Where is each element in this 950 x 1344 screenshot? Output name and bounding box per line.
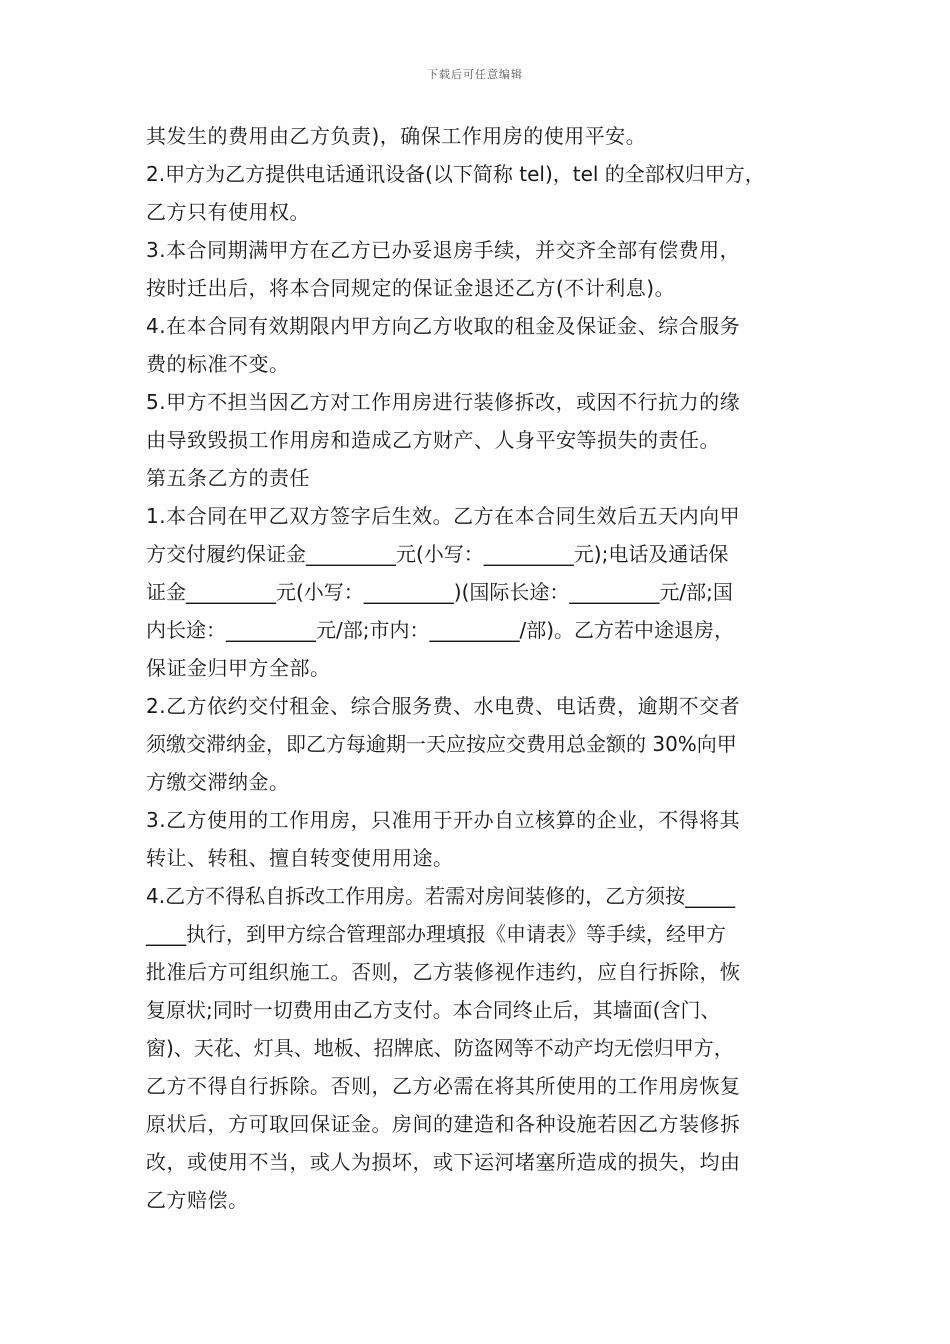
text-line: ____执行，到甲方综合管理部办理填报《申请表》等手续，经甲方 — [146, 922, 726, 946]
text-line: 方交付履约保证金_________元(小写：_________元);电话及通话保 — [146, 542, 729, 566]
text-line: 批准后方可组织施工。否则，乙方装修视作违约，应自行拆除，恢 — [146, 960, 741, 984]
text-line: 5.甲方不担当因乙方对工作用房进行装修拆改，或因不行抗力的缘 — [146, 390, 741, 414]
text-line: 其发生的费用由乙方负责)，确保工作用房的使用平安。 — [146, 124, 647, 148]
text-line: 费的标准不变。 — [146, 352, 290, 376]
text-line: 保证金归甲方全部。 — [146, 656, 331, 680]
text-line: 内长途：_________元/部;市内：_________/部)。乙方若中途退房， — [146, 618, 735, 642]
text-line: 4.乙方不得私自拆改工作用房。若需对房间装修的，乙方须按_____ — [146, 884, 736, 908]
text-line: 原状后，方可取回保证金。房间的建造和各种设施若因乙方装修拆 — [146, 1112, 741, 1136]
text-line: 按时迁出后，将本合同规定的保证金退还乙方(不计利息)。 — [146, 276, 676, 300]
text-line: 乙方赔偿。 — [146, 1188, 249, 1212]
text-line: 乙方不得自行拆除。否则，乙方必需在将其所使用的工作用房恢复 — [146, 1074, 741, 1098]
text-line: 4.在本合同有效期限内甲方向乙方收取的租金及保证金、综合服务 — [146, 314, 741, 338]
text-line: 转让、转租、擅自转变使用用途。 — [146, 846, 454, 870]
text-line: 改，或使用不当，或人为损坏，或下运河堵塞所造成的损失，均由 — [146, 1150, 741, 1174]
text-line: 证金_________元(小写：_________)(国际长途：_________元/部;国 — [146, 580, 733, 604]
text-line: 乙方只有使用权。 — [146, 200, 310, 224]
text-line: 须缴交滞纳金，即乙方每逾期一天应按应交费用总金额的 30%向甲 — [146, 732, 737, 756]
text-line: 由导致毁损工作用房和造成乙方财产、人身平安等损失的责任。 — [146, 428, 720, 452]
text-line: 3.本合同期满甲方在乙方已办妥退房手续，并交齐全部有偿费用， — [146, 238, 741, 262]
text-line: 2.乙方依约交付租金、综合服务费、水电费、电话费，逾期不交者 — [146, 694, 741, 718]
text-line: 1.本合同在甲乙双方签字后生效。乙方在本合同生效后五天内向甲 — [146, 504, 741, 528]
document-body — [146, 117, 826, 1219]
text-line: 2.甲方为乙方提供电话通讯设备(以下简称 tel)，tel 的全部权归甲方， — [146, 162, 765, 186]
text-line: 方缴交滞纳金。 — [146, 770, 290, 794]
text-line: 3.乙方使用的工作用房，只准用于开办自立核算的企业，不得将其 — [146, 808, 741, 832]
text-line: 复原状;同时一切费用由乙方支付。本合同终止后，其墙面(含门、 — [146, 998, 721, 1022]
section-heading: 第五条乙方的责任 — [146, 466, 310, 490]
page-header-note: 下载后可任意编辑 — [427, 68, 523, 81]
text-line: 窗)、天花、灯具、地板、招牌底、防盗网等不动产均无偿归甲方， — [146, 1036, 734, 1060]
